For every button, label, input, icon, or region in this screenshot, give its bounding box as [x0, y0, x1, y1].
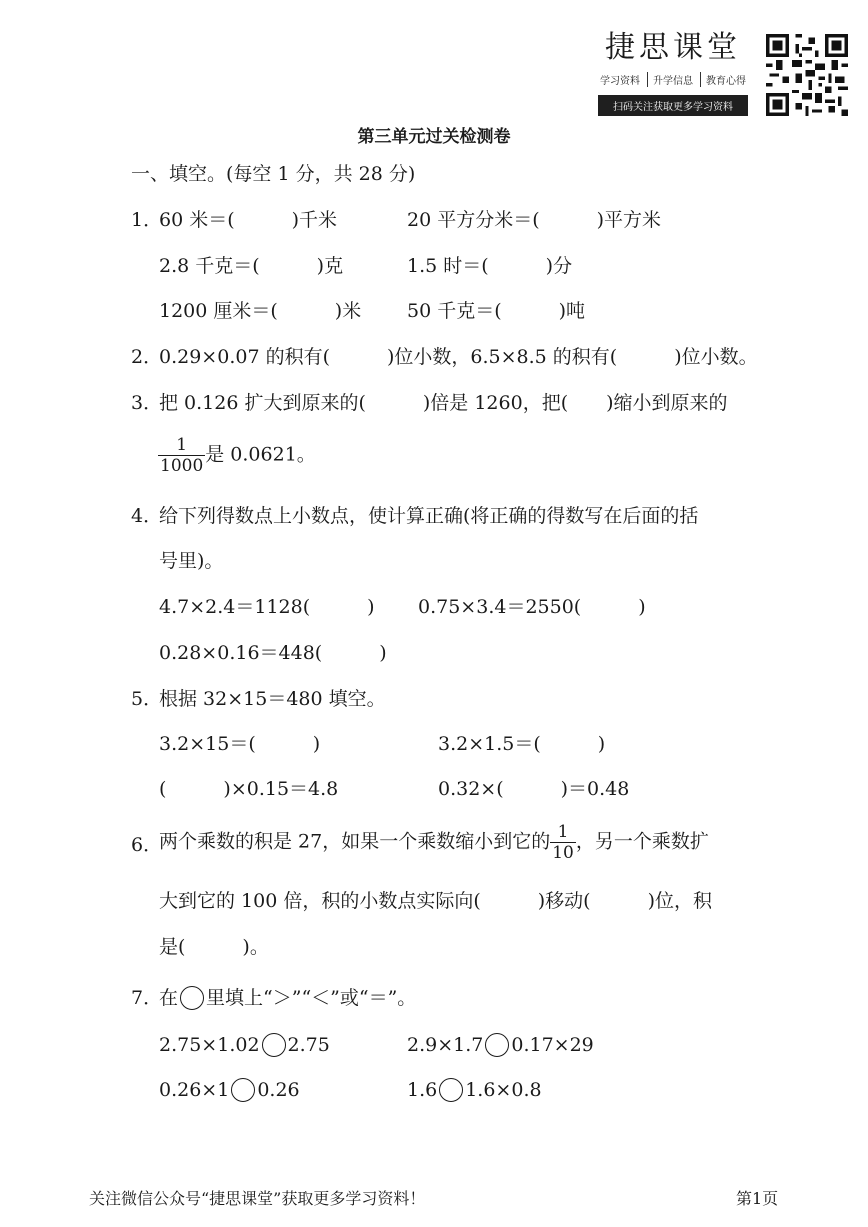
fraction — [158, 435, 205, 476]
fraction-denominator: 10 — [552, 843, 574, 863]
brand-bar: 扫码关注获取更多学习资料 — [598, 95, 748, 116]
q4-item-a: 4.7×2.4＝1128( ) — [159, 596, 375, 618]
q3-line2 — [158, 435, 316, 476]
fraction-denominator: 1000 — [160, 456, 204, 476]
q7-text-a: 在 — [159, 987, 179, 1009]
q7-item-b — [407, 1033, 594, 1057]
question-number: 2． — [131, 346, 163, 368]
q7-item-a — [159, 1033, 330, 1057]
q5-item-c: ( )×0.15＝4.8 — [159, 778, 339, 800]
compare-right: 2.75 — [287, 1034, 330, 1056]
q1-item-c: 2.8 千克＝( )克 — [159, 255, 344, 277]
question-number: 4． — [131, 505, 163, 527]
page-number: 第1页 — [736, 1189, 779, 1208]
brand-tag: 学习资料 — [600, 76, 640, 87]
compare-left: 0.26×1 — [159, 1079, 230, 1101]
q4-text: 给下列得数点上小数点，使计算正确(将正确的得数写在后面的括 — [159, 505, 699, 527]
answer-circle[interactable] — [439, 1078, 463, 1102]
compare-left: 2.9×1.7 — [407, 1034, 484, 1056]
q7-text — [159, 986, 416, 1010]
q6-line1 — [159, 822, 709, 863]
question-number: 3． — [131, 392, 163, 414]
q5-item-b: 3.2×1.5＝( ) — [438, 733, 606, 755]
question-number: 7． — [131, 987, 163, 1009]
q6-text-b: ，另一个乘数扩 — [575, 830, 709, 853]
q4-item-b: 0.75×3.4＝2550( ) — [418, 596, 646, 618]
q5-item-d: 0.32×( )＝0.48 — [438, 778, 630, 800]
q1-item-f: 50 千克＝( )吨 — [407, 300, 586, 322]
question-number: 5． — [131, 688, 163, 710]
brand-tag: 教育心得 — [700, 72, 746, 87]
answer-circle[interactable] — [231, 1078, 255, 1102]
question-number: 6． — [131, 834, 163, 856]
q6-text-3: 是( )。 — [159, 936, 269, 958]
q5-text: 根据 32×15＝480 填空。 — [159, 688, 386, 710]
q6-text-2: 大到它的 100 倍，积的小数点实际向( )移动( )位，积 — [159, 890, 712, 912]
question-number: 1． — [131, 209, 163, 231]
answer-circle[interactable] — [180, 986, 204, 1010]
q1-item-d: 1.5 时＝( )分 — [407, 255, 573, 277]
q1-item-a: 60 米＝( )千米 — [159, 209, 338, 231]
q7-text-b: 里填上“＞”“＜”或“＝”。 — [206, 987, 417, 1009]
compare-left: 2.75×1.02 — [159, 1034, 260, 1056]
q6-text: 两个乘数的积是 27，如果一个乘数缩小到它的 — [159, 830, 551, 853]
q3-text: 把 0.126 扩大到原来的( )倍是 1260，把( )缩小到原来的 — [159, 392, 728, 414]
fraction — [550, 822, 576, 863]
q2-text: 0.29×0.07 的积有( )位小数，6.5×8.5 的积有( )位小数。 — [159, 346, 758, 368]
q1-item-b: 20 平方分米＝( )平方米 — [407, 209, 662, 231]
footer-note: 关注微信公众号“捷思课堂”获取更多学习资料！ — [89, 1189, 426, 1208]
q5-item-a: 3.2×15＝( ) — [159, 733, 321, 755]
brand-tags — [598, 72, 748, 87]
q4-text-2: 号里)。 — [159, 550, 224, 572]
answer-circle[interactable] — [485, 1033, 509, 1057]
compare-right: 1.6×0.8 — [465, 1079, 542, 1101]
compare-left: 1.6 — [407, 1079, 438, 1101]
compare-right: 0.17×29 — [511, 1034, 594, 1056]
q1-item-e: 1200 厘米＝( )米 — [159, 300, 362, 322]
q4-item-c: 0.28×0.16＝448( ) — [159, 642, 387, 664]
q7-item-d — [407, 1078, 542, 1102]
q7-item-c — [159, 1078, 300, 1102]
fraction-numerator: 1 — [557, 822, 569, 842]
fraction-numerator: 1 — [176, 435, 188, 455]
page-title: 第三单元过关检测卷 — [357, 127, 511, 147]
qr-code-icon — [766, 34, 848, 116]
brand-block — [598, 30, 748, 116]
q3-text-2: 是 0.0621。 — [205, 443, 316, 466]
brand-tag: 升学信息 — [647, 72, 693, 87]
brand-name: 捷思课堂 — [605, 30, 741, 65]
answer-circle[interactable] — [262, 1033, 286, 1057]
section-heading: 一、填空。(每空 1 分，共 28 分) — [131, 163, 416, 185]
compare-right: 0.26 — [257, 1079, 300, 1101]
